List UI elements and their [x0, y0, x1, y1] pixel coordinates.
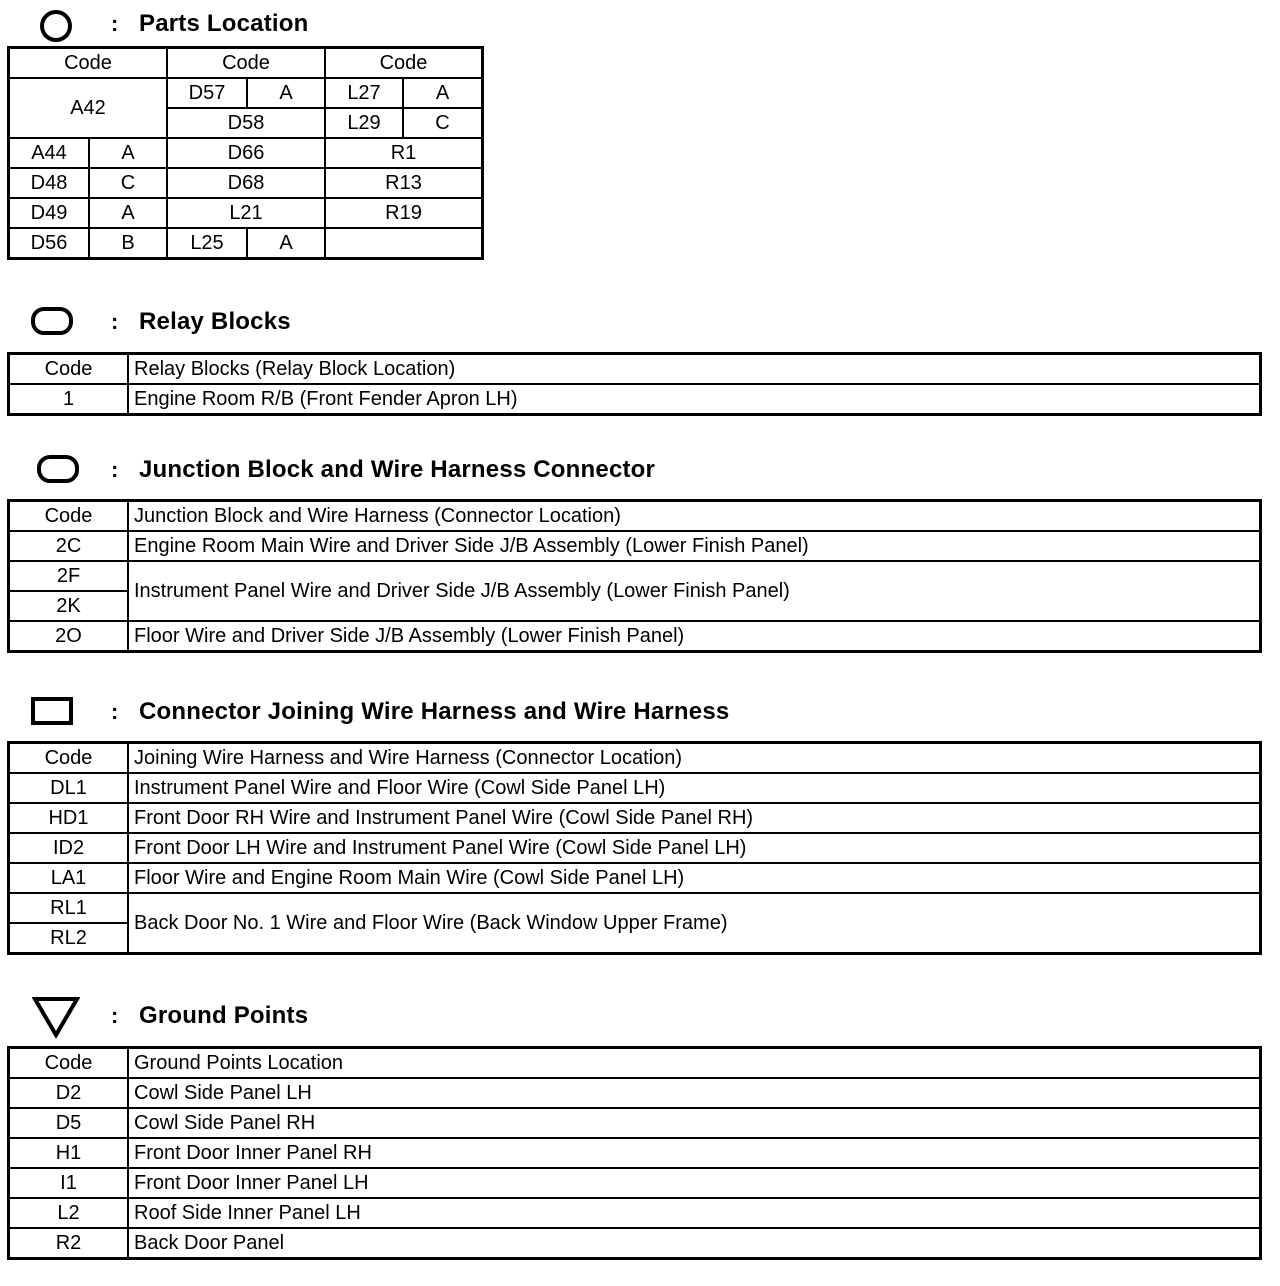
empty-cell	[325, 228, 482, 258]
desc-cell: Front Door Inner Panel LH	[128, 1168, 1260, 1198]
table-row	[9, 1078, 1260, 1108]
code-cell: C	[89, 168, 167, 198]
desc-cell: Cowl Side Panel RH	[128, 1108, 1260, 1138]
rounded-rect-icon	[36, 454, 80, 484]
header-cell: Code	[9, 48, 167, 78]
table-row	[9, 863, 1260, 893]
desc-cell: Front Door Inner Panel RH	[128, 1138, 1260, 1168]
code-cell: R1	[325, 138, 482, 168]
table-row	[9, 833, 1260, 863]
heading-colon: :	[111, 699, 119, 724]
table-row	[9, 773, 1260, 803]
connector-joining-table	[8, 742, 1261, 954]
code-cell: RL1	[9, 893, 128, 923]
table-row	[9, 803, 1260, 833]
desc-header: Junction Block and Wire Harness (Connector Location)	[128, 501, 1260, 531]
desc-cell: Roof Side Inner Panel LH	[128, 1198, 1260, 1228]
code-cell: 2O	[9, 621, 128, 651]
triangle-icon	[32, 996, 80, 1040]
code-header: Code	[9, 501, 128, 531]
connector-joining-title: Connector Joining Wire Harness and Wire Harness	[139, 698, 730, 725]
code-cell: 2F	[9, 561, 128, 591]
desc-cell: Floor Wire and Driver Side J/B Assembly (Lower Finish Panel)	[128, 621, 1260, 651]
table-header-row	[9, 48, 482, 78]
table-header-row	[9, 354, 1260, 384]
code-cell: A	[247, 78, 325, 108]
code-cell: 2C	[9, 531, 128, 561]
table-row	[9, 561, 1260, 591]
table-row	[9, 384, 1260, 414]
header-cell: Code	[167, 48, 325, 78]
code-cell: 1	[9, 384, 128, 414]
heading-colon: :	[111, 457, 119, 482]
table-row	[9, 621, 1260, 651]
code-cell: R19	[325, 198, 482, 228]
desc-cell: Back Door No. 1 Wire and Floor Wire (Back Window Upper Frame)	[128, 893, 1260, 953]
code-cell: I1	[9, 1168, 128, 1198]
code-cell: D48	[9, 168, 89, 198]
desc-cell: Floor Wire and Engine Room Main Wire (Cowl Side Panel LH)	[128, 863, 1260, 893]
junction-block-heading	[0, 450, 1280, 490]
junction-block-table	[8, 500, 1261, 652]
table-header-row	[9, 743, 1260, 773]
table-row	[9, 168, 482, 198]
rounded-rect-icon	[30, 306, 74, 336]
code-cell: D56	[9, 228, 89, 258]
junction-block-title: Junction Block and Wire Harness Connector	[139, 456, 656, 483]
table-header-row	[9, 501, 1260, 531]
code-cell: D2	[9, 1078, 128, 1108]
table-row	[9, 531, 1260, 561]
desc-cell: Instrument Panel Wire and Driver Side J/B Assembly (Lower Finish Panel)	[128, 561, 1260, 621]
desc-cell: Front Door LH Wire and Instrument Panel Wire (Cowl Side Panel LH)	[128, 833, 1260, 863]
desc-cell: Back Door Panel	[128, 1228, 1260, 1258]
table-header-row	[9, 1048, 1260, 1078]
code-cell: HD1	[9, 803, 128, 833]
parts-location-title: Parts Location	[139, 10, 309, 37]
header-cell: Code	[325, 48, 482, 78]
code-cell: L27	[325, 78, 403, 108]
table-row	[9, 893, 1260, 923]
code-cell: B	[89, 228, 167, 258]
table-row	[9, 228, 482, 258]
code-cell: L21	[167, 198, 325, 228]
table-row	[9, 78, 482, 108]
code-cell: D49	[9, 198, 89, 228]
code-cell: ID2	[9, 833, 128, 863]
table-row	[9, 1168, 1260, 1198]
code-cell: L25	[167, 228, 247, 258]
code-header: Code	[9, 354, 128, 384]
relay-blocks-heading	[0, 302, 1280, 342]
code-cell: D58	[167, 108, 325, 138]
table-row	[9, 1138, 1260, 1168]
code-cell: A44	[9, 138, 89, 168]
heading-colon: :	[111, 11, 119, 36]
code-cell: L2	[9, 1198, 128, 1228]
code-cell: DL1	[9, 773, 128, 803]
table-row	[9, 1198, 1260, 1228]
code-cell: R13	[325, 168, 482, 198]
table-row	[9, 198, 482, 228]
code-cell: A	[247, 228, 325, 258]
square-icon	[30, 696, 74, 726]
table-row	[9, 1108, 1260, 1138]
ground-points-heading	[0, 996, 1280, 1036]
code-cell: H1	[9, 1138, 128, 1168]
connector-joining-heading	[0, 692, 1280, 732]
desc-header: Relay Blocks (Relay Block Location)	[128, 354, 1260, 384]
ground-points-title: Ground Points	[139, 1002, 309, 1029]
table-row	[9, 1228, 1260, 1258]
code-header: Code	[9, 743, 128, 773]
desc-header: Joining Wire Harness and Wire Harness (Connector Location)	[128, 743, 1260, 773]
circle-icon	[38, 8, 74, 44]
desc-cell: Engine Room R/B (Front Fender Apron LH)	[128, 384, 1260, 414]
desc-cell: Engine Room Main Wire and Driver Side J/B Assembly (Lower Finish Panel)	[128, 531, 1260, 561]
code-cell: A	[89, 138, 167, 168]
table-row	[9, 138, 482, 168]
code-header: Code	[9, 1048, 128, 1078]
relay-blocks-title: Relay Blocks	[139, 308, 291, 335]
code-cell: C	[403, 108, 482, 138]
code-cell: D68	[167, 168, 325, 198]
desc-header: Ground Points Location	[128, 1048, 1260, 1078]
code-cell: RL2	[9, 923, 128, 953]
code-cell: LA1	[9, 863, 128, 893]
code-cell: D66	[167, 138, 325, 168]
code-cell: A	[403, 78, 482, 108]
parts-location-heading	[0, 4, 1280, 44]
code-cell: A	[89, 198, 167, 228]
code-cell: R2	[9, 1228, 128, 1258]
code-cell: L29	[325, 108, 403, 138]
code-cell: D57	[167, 78, 247, 108]
desc-cell: Cowl Side Panel LH	[128, 1078, 1260, 1108]
code-cell: D5	[9, 1108, 128, 1138]
parts-location-table	[8, 47, 483, 259]
ground-points-table	[8, 1047, 1261, 1259]
desc-cell: Front Door RH Wire and Instrument Panel Wire (Cowl Side Panel RH)	[128, 803, 1260, 833]
desc-cell: Instrument Panel Wire and Floor Wire (Cowl Side Panel LH)	[128, 773, 1260, 803]
heading-colon: :	[111, 309, 119, 334]
code-cell: A42	[9, 78, 167, 138]
code-cell: 2K	[9, 591, 128, 621]
relay-blocks-table	[8, 353, 1261, 415]
heading-colon: :	[111, 1003, 119, 1028]
